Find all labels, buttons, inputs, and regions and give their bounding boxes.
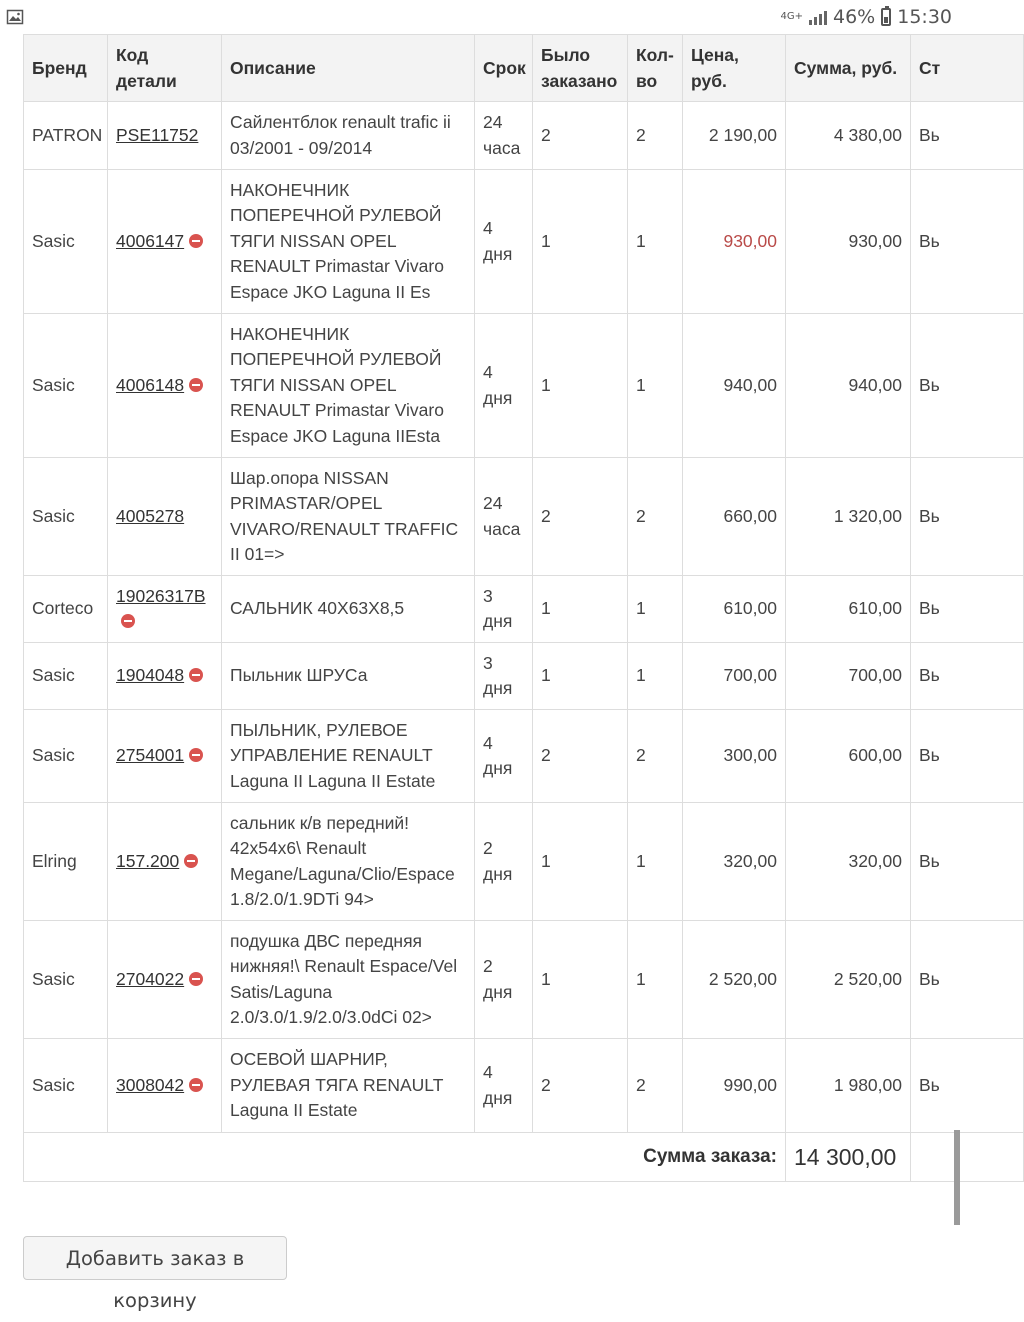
battery-icon [881, 8, 891, 26]
header-code: Код детали [108, 35, 222, 102]
part-code-link[interactable]: 157.200 [116, 850, 180, 871]
minus-circle-icon [184, 854, 198, 868]
minus-circle-icon [189, 378, 203, 392]
status-cell: Вь [911, 170, 1024, 314]
status-cell: Вь [911, 710, 1024, 803]
term-cell: 4 дня [475, 170, 533, 314]
order-table-container[interactable] [23, 34, 941, 1186]
price-cell: 610,00 [683, 576, 786, 643]
brand-cell: Sasic [24, 458, 108, 576]
ordered-cell: 1 [533, 576, 628, 643]
status-right [781, 6, 953, 28]
brand-cell: PATRON [24, 102, 108, 170]
code-cell [108, 710, 222, 803]
header-sum: Сумма, руб. [786, 35, 911, 102]
sum-cell: 4 380,00 [786, 102, 911, 170]
qty-cell: 1 [628, 170, 683, 314]
description-cell: ОСЕВОЙ ШАРНИР, РУЛЕВАЯ ТЯГА RENAULT Laguna II Estate [222, 1039, 475, 1133]
part-code-link[interactable]: 4006148 [116, 374, 185, 395]
qty-cell: 1 [628, 803, 683, 921]
code-cell [108, 458, 222, 576]
description-cell: ПЫЛЬНИК, РУЛЕВОЕ УПРАВЛЕНИЕ RENAULT Laguna II Laguna II Estate [222, 710, 475, 803]
status-cell: Вь [911, 102, 1024, 170]
brand-cell: Elring [24, 803, 108, 921]
brand-cell: Corteco [24, 576, 108, 643]
term-cell: 24 часа [475, 458, 533, 576]
status-cell: Вь [911, 314, 1024, 458]
ordered-cell: 1 [533, 803, 628, 921]
qty-cell: 1 [628, 921, 683, 1039]
price-cell: 930,00 [683, 170, 786, 314]
description-cell: сальник к/в передний! 42x54x6\ Renault Megane/Laguna/Clio/Espace 1.8/2.0/1.9DTi 94> [222, 803, 475, 921]
minus-circle-icon [189, 972, 203, 986]
ordered-cell: 2 [533, 102, 628, 170]
table-row [24, 921, 1024, 1039]
brand-cell: Sasic [24, 314, 108, 458]
sum-cell: 2 520,00 [786, 921, 911, 1039]
term-cell: 2 дня [475, 921, 533, 1039]
sum-cell: 1 980,00 [786, 1039, 911, 1133]
order-total-label: Сумма заказа: [24, 1133, 786, 1182]
term-cell: 3 дня [475, 643, 533, 710]
status-cell: Вь [911, 803, 1024, 921]
part-code-link[interactable]: 19026317B [116, 585, 206, 606]
qty-cell: 2 [628, 1039, 683, 1133]
description-cell: НАКОНЕЧНИК ПОПЕРЕЧНОЙ РУЛЕВОЙ ТЯГИ NISSAN OPEL RENAULT Primastar Vivaro Espace JKO Laguna II Es [222, 170, 475, 314]
code-cell [108, 314, 222, 458]
code-cell [108, 102, 222, 170]
header-term: Срок [475, 35, 533, 102]
status-cell: Вь [911, 643, 1024, 710]
header-price: Цена, руб. [683, 35, 786, 102]
description-cell: Шар.опора NISSAN PRIMASTAR/OPEL VIVARO/RENAULT TRAFFIC II 01=> [222, 458, 475, 576]
sum-cell: 700,00 [786, 643, 911, 710]
qty-cell: 1 [628, 643, 683, 710]
table-row [24, 710, 1024, 803]
header-brand: Бренд [24, 35, 108, 102]
qty-cell: 2 [628, 458, 683, 576]
price-cell: 2 190,00 [683, 102, 786, 170]
ordered-cell: 2 [533, 458, 628, 576]
header-status: Ст [911, 35, 1024, 102]
minus-circle-icon [121, 614, 135, 628]
term-cell: 2 дня [475, 803, 533, 921]
header-qty: Кол-во [628, 35, 683, 102]
ordered-cell: 1 [533, 643, 628, 710]
part-code-link[interactable]: 4006147 [116, 230, 185, 251]
qty-cell: 1 [628, 314, 683, 458]
status-bar [0, 0, 960, 36]
code-cell [108, 576, 222, 643]
brand-cell: Sasic [24, 710, 108, 803]
price-cell: 300,00 [683, 710, 786, 803]
order-total-value: 14 300,00 [786, 1133, 911, 1182]
minus-circle-icon [189, 1078, 203, 1092]
code-cell [108, 170, 222, 314]
brand-cell: Sasic [24, 170, 108, 314]
status-cell: Вь [911, 921, 1024, 1039]
order-total-empty [911, 1133, 1024, 1182]
part-code-link[interactable]: 2754001 [116, 745, 185, 766]
term-cell: 4 дня [475, 1039, 533, 1133]
part-code-link[interactable]: PSE11752 [116, 124, 199, 145]
description-cell: НАКОНЕЧНИК ПОПЕРЕЧНОЙ РУЛЕВОЙ ТЯГИ NISSAN OPEL RENAULT Primastar Vivaro Espace JKO Laguna IIEsta [222, 314, 475, 458]
description-cell: САЛЬНИК 40X63X8,5 [222, 576, 475, 643]
minus-circle-icon [189, 234, 203, 248]
sum-cell: 940,00 [786, 314, 911, 458]
part-code-link[interactable]: 2704022 [116, 968, 185, 989]
minus-circle-icon [189, 668, 203, 682]
ordered-cell: 1 [533, 921, 628, 1039]
order-total-row [24, 1133, 1024, 1182]
part-code-link[interactable]: 3008042 [116, 1074, 185, 1095]
ordered-cell: 1 [533, 314, 628, 458]
price-cell: 940,00 [683, 314, 786, 458]
status-cell: Вь [911, 458, 1024, 576]
term-cell: 24 часа [475, 102, 533, 170]
code-cell [108, 803, 222, 921]
sum-cell: 610,00 [786, 576, 911, 643]
sum-cell: 1 320,00 [786, 458, 911, 576]
qty-cell: 2 [628, 710, 683, 803]
code-cell [108, 1039, 222, 1133]
qty-cell: 2 [628, 102, 683, 170]
header-ordered: Было заказано [533, 35, 628, 102]
ordered-cell: 2 [533, 710, 628, 803]
sum-cell: 930,00 [786, 170, 911, 314]
brand-cell: Sasic [24, 921, 108, 1039]
brand-cell: Sasic [24, 643, 108, 710]
sum-cell: 600,00 [786, 710, 911, 803]
table-row [24, 576, 1024, 643]
price-cell: 990,00 [683, 1039, 786, 1133]
ordered-cell: 1 [533, 170, 628, 314]
table-row [24, 314, 1024, 458]
term-cell: 3 дня [475, 576, 533, 643]
part-code-link[interactable]: 4005278 [116, 505, 185, 526]
table-header-row [24, 35, 1024, 102]
scrollbar[interactable] [954, 1130, 960, 1225]
description-cell: Сайлентблок renault trafic ii 03/2001 - 09/2014 [222, 102, 475, 170]
table-row [24, 102, 1024, 170]
price-cell: 2 520,00 [683, 921, 786, 1039]
battery-percent: 46% [833, 6, 876, 28]
table-row [24, 643, 1024, 710]
qty-cell: 1 [628, 576, 683, 643]
status-cell: Вь [911, 576, 1024, 643]
description-cell: подушка ДВС передняя нижняя!\ Renault Espace/Vel Satis/Laguna 2.0/3.0/1.9/2.0/3.0dCi 02> [222, 921, 475, 1039]
signal-icon [809, 9, 827, 25]
minus-circle-icon [189, 748, 203, 762]
order-table [23, 34, 1024, 1182]
table-row [24, 803, 1024, 921]
image-icon [7, 10, 23, 24]
header-description: Описание [222, 35, 475, 102]
table-row [24, 170, 1024, 314]
term-cell: 4 дня [475, 710, 533, 803]
code-cell [108, 643, 222, 710]
description-cell: Пыльник ШРУСа [222, 643, 475, 710]
clock: 15:30 [897, 6, 952, 28]
part-code-link[interactable]: 1904048 [116, 665, 185, 686]
table-row [24, 1039, 1024, 1133]
status-cell: Вь [911, 1039, 1024, 1133]
table-row [24, 458, 1024, 576]
price-cell: 320,00 [683, 803, 786, 921]
sum-cell: 320,00 [786, 803, 911, 921]
ordered-cell: 2 [533, 1039, 628, 1133]
price-cell: 660,00 [683, 458, 786, 576]
brand-cell: Sasic [24, 1039, 108, 1133]
network-indicator: 4G+ [780, 11, 803, 22]
code-cell [108, 921, 222, 1039]
add-order-to-cart-button[interactable]: Добавить заказ в корзину [23, 1236, 287, 1280]
price-cell: 700,00 [683, 643, 786, 710]
term-cell: 4 дня [475, 314, 533, 458]
